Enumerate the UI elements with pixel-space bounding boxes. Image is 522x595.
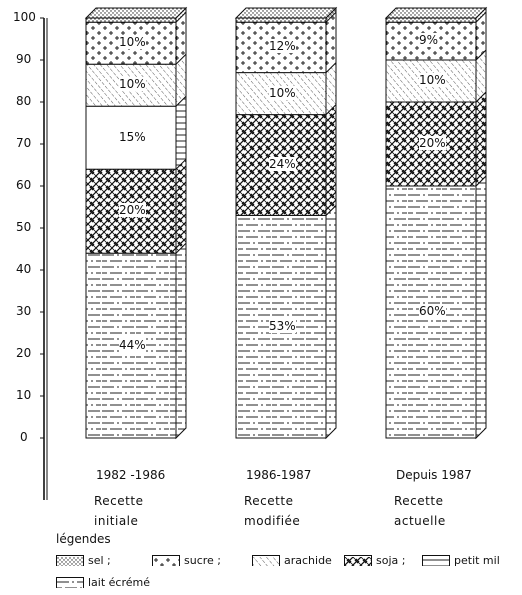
y-tick-label: 100 <box>13 10 36 24</box>
y-tick-label: 60 <box>16 178 32 192</box>
legend-item-petit-mil <box>422 554 500 567</box>
bar-segment-side <box>326 105 336 216</box>
legend-item-sucre <box>152 554 221 567</box>
bar-period-label: 1982 -1986 <box>96 468 166 482</box>
legend-label-sel: sel ; <box>88 554 111 567</box>
bar-segment <box>86 18 176 22</box>
y-tick-label: 70 <box>16 136 32 150</box>
bar-top-face <box>386 8 486 18</box>
legend-label-lait-ecreme: lait écrémé <box>88 576 151 589</box>
legend-item-sel <box>56 554 111 567</box>
legend-swatch-petit-mil <box>422 555 450 566</box>
bar-segment-side <box>176 243 186 438</box>
segment-label: 10% <box>269 85 296 100</box>
legend-label-sucre: sucre ; <box>184 554 222 567</box>
bar-segment-side <box>176 96 186 169</box>
bar-period-label: Depuis 1987 <box>396 468 472 482</box>
segment-label: 20% <box>119 203 146 218</box>
bar-segment-side <box>176 159 186 253</box>
bar-segment <box>236 18 326 22</box>
segment-label: 15% <box>119 129 146 144</box>
y-tick-label: 30 <box>16 304 32 318</box>
bar-recipe-label: initiale <box>94 514 139 528</box>
segment-label: 10% <box>119 77 146 92</box>
legend-swatch-soja <box>344 555 372 566</box>
segment-label: 60% <box>419 304 446 318</box>
legend-label-petit-mil: petit mil <box>454 554 500 567</box>
legend-swatch-lait-ecreme <box>56 577 84 588</box>
segment-label: 9% <box>419 33 439 48</box>
y-tick-label: 10 <box>16 388 32 402</box>
bar-recipe-label: Recette <box>94 494 144 508</box>
legend-item-arachide <box>252 554 332 567</box>
bar-segment <box>386 18 476 22</box>
bar-segment-side <box>476 92 486 186</box>
segment-label: 44% <box>119 337 146 352</box>
y-tick-label: 80 <box>16 94 32 108</box>
y-tick-label: 0 <box>20 430 28 444</box>
segment-label: 12% <box>269 39 296 54</box>
bar-segment-side <box>476 176 486 438</box>
segment-label: 10% <box>119 35 146 50</box>
bar-recipe-label: Recette <box>394 494 444 508</box>
legend-swatch-arachide <box>252 555 280 566</box>
bar-top-face <box>236 8 336 18</box>
y-axis <box>40 18 47 500</box>
segment-label: 20% <box>419 136 446 150</box>
segment-label: 24% <box>269 157 296 171</box>
y-tick-label: 40 <box>16 262 32 276</box>
segment-label: 10% <box>419 73 446 87</box>
legend-swatch-sel <box>56 555 84 566</box>
legend-item-soja <box>344 554 405 567</box>
legend-swatch-sucre <box>152 555 180 566</box>
legend-label-soja: soja ; <box>376 554 406 567</box>
y-tick-label: 90 <box>16 52 32 66</box>
segment-label: 53% <box>269 318 296 333</box>
legend-title: légendes <box>56 532 111 546</box>
bar-top-face <box>86 8 186 18</box>
bar-segment-side <box>326 205 336 438</box>
bar-recipe-label: modifiée <box>244 514 301 528</box>
bar-period-label: 1986-1987 <box>246 468 312 482</box>
bar-recipe-label: Recette <box>244 494 294 508</box>
y-tick-label: 50 <box>16 220 32 234</box>
y-tick-label: 20 <box>16 346 32 360</box>
legend-item-lait-ecreme <box>56 576 150 589</box>
bar-recipe-label: actuelle <box>394 514 446 528</box>
legend-label-arachide: arachide <box>284 554 332 567</box>
